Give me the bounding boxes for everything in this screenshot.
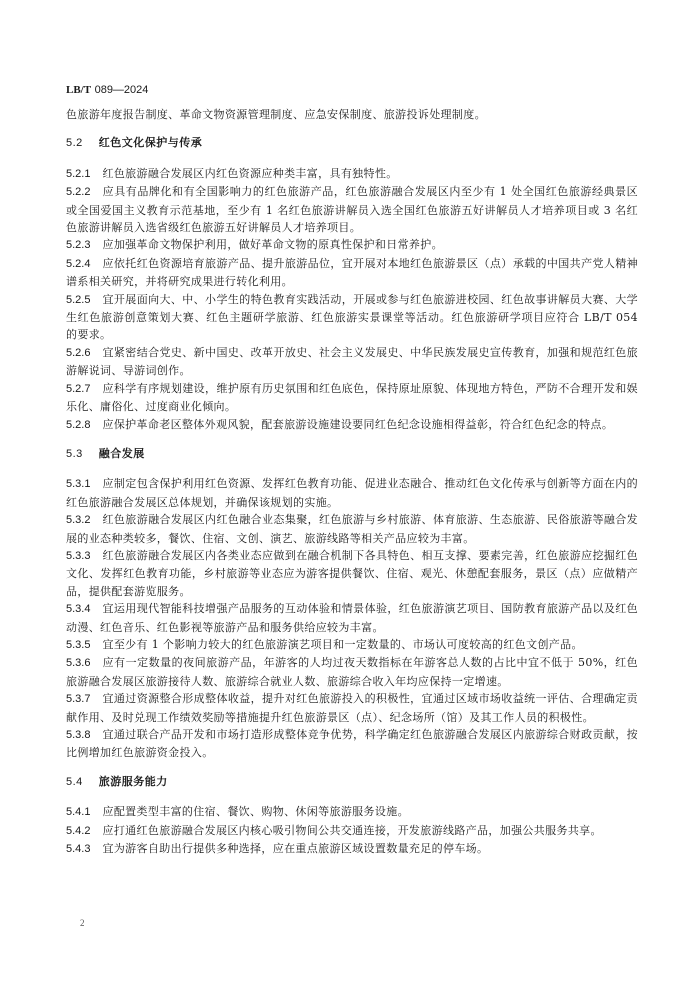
clause-5-3-8: 5.3.8 宜通过联合产品开发和市场打造形成整体竞争优势，科学确定红色旅游融合发展区内旅游综合财政贡献，按比例增加红色旅游资金投入。	[66, 728, 638, 760]
clause-5-4-3: 5.4.3 宜为游客自助出行提供多种选择，应在重点旅游区域设置数量充足的停车场。	[66, 842, 489, 856]
standard-number: 089—2024	[94, 84, 149, 96]
clause-5-2-7: 5.2.7 应科学有序规划建设，维护原有历史氛围和红色底色，保持原址原貌、体现地方特色，严防不合理开发和娱乐化、庸俗化、过度商业化倾向。	[66, 381, 638, 414]
clause-5-4-2: 5.4.2 应打通红色旅游融合发展区内核心吸引物间公共交通连接，开发旅游线路产品，加强公共服务共享。	[66, 823, 602, 837]
document-body	[66, 106, 638, 858]
clause-5-3-4: 5.3.4 宜运用现代智能科技增强产品服务的互动体验和情景体验，红色旅游演艺项目、国防教育旅游产品以及红色动漫、红色音乐、红色影视等旅游产品和服务供给应较为丰富。	[66, 602, 638, 634]
section-heading-5-3: 5.3 融合发展	[66, 447, 145, 460]
clause-5-2-6: 5.2.6 宜紧密结合党史、新中国史、改革开放史、社会主义发展史、中华民族发展史宣传教育，加强和规范红色旅游解说词、导游词创作。	[66, 345, 638, 378]
section-heading-5-2: 5.2 红色文化保护与传承	[66, 137, 203, 150]
intro-continuation: 色旅游年度报告制度、革命文物资源管理制度、应急安保制度、旅游投诉处理制度。	[66, 108, 486, 121]
clause-5-3-6: 5.3.6 应有一定数量的夜间旅游产品，年游客的人均过夜天数指标在年游客总人数的占比中宜不低于 50%，红色旅游融合发展区旅游接待人数、旅游综合就业人数、旅游综合收入年均应保持一定增速。	[66, 656, 638, 688]
document-header	[66, 83, 148, 96]
clause-5-2-8: 5.2.8 应保护革命老区整体外观风貌，配套旅游设施建设要同红色纪念设施相得益彰，符合红色纪念的特点。	[66, 417, 614, 431]
clause-5-3-5: 5.3.5 宜至少有 1 个影响力较大的红色旅游演艺项目和一定数量的、市场认可度较高的红色文创产品。	[66, 637, 583, 651]
page-number: 2	[80, 918, 85, 928]
clause-5-2-5: 5.2.5 宜开展面向大、中、小学生的特色教育实践活动，开展或参与红色旅游进校园、红色故事讲解员大赛、大学生红色旅游创意策划大赛、红色主题研学旅游、红色旅游实景课堂等活动。红色旅游研学项目应符合 LB/T 054 的要求。	[66, 292, 638, 342]
clause-5-3-1: 5.3.1 应制定包含保护利用红色资源、发挥红色教育功能、促进业态融合、推动红色文化传承与创新等方面在内的红色旅游融合发展区总体规划，并确保该规划的实施。	[66, 477, 638, 509]
clause-5-2-1: 5.2.1 红色旅游融合发展区内红色资源应种类丰富，具有独特性。	[66, 166, 398, 180]
clause-5-3-2: 5.3.2 红色旅游融合发展区内红色融合业态集聚，红色旅游与乡村旅游、体育旅游、生态旅游、民俗旅游等融合发展的业态种类较多，餐饮、住宿、文创、演艺、旅游线路等相关产品应较为丰富。	[66, 513, 638, 545]
section-heading-5-4: 5.4 旅游服务能力	[66, 775, 168, 788]
clause-5-2-3: 5.2.3 应加强革命文物保护利用，做好革命文物的原真性保护和日常养护。	[66, 238, 443, 252]
clause-5-2-2: 5.2.2 应具有品牌化和有全国影响力的红色旅游产品，红色旅游融合发展区内至少有 1 处全国红色旅游经典景区或全国爱国主义教育示范基地，至少有 1 名红色旅游讲解员入选全国红色旅游五好讲解员人才培养项目或 3 名红色旅游讲解员入选省级红色旅游五好讲解员人才培养项目。	[66, 185, 638, 235]
clause-5-4-1: 5.4.1 应配置类型丰富的住宿、餐饮、购物、休闲等旅游服务设施。	[66, 805, 409, 819]
standard-code: LB/T	[66, 84, 92, 96]
clause-5-3-7: 5.3.7 宜通过资源整合形成整体收益，提升对红色旅游投入的积极性，宜通过区域市场收益统一评估、合理确定贡献作用、及时兑现工作绩效奖励等措施提升红色旅游景区（点）、纪念场所（馆）及其工作人员的积极性。	[66, 692, 638, 724]
clause-5-2-4: 5.2.4 应依托红色资源培育旅游产品、提升旅游品位，宜开展对本地红色旅游景区（点）承载的中国共产党人精神谱系相关研究，并将研究成果进行转化利用。	[66, 256, 638, 289]
clause-5-3-3: 5.3.3 红色旅游融合发展区内各类业态应做到在融合机制下各具特色、相互支撑、要素完善，红色旅游应挖掘红色文化、发挥红色教育功能，乡村旅游等业态应为游客提供餐饮、住宿、观光、休憩配套服务，景区（点）应做精产品，提供配套游览服务。	[66, 548, 638, 598]
